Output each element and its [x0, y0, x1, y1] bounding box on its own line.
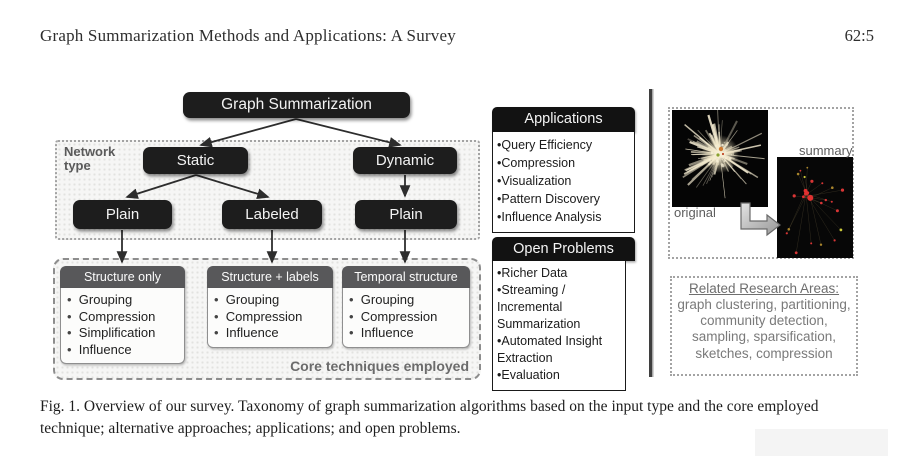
- application-item: • Pattern Discovery: [497, 190, 632, 208]
- technique-group-structure-only: [60, 266, 185, 364]
- highlight-artifact: [755, 429, 888, 456]
- technique-item: • Compression: [349, 309, 467, 326]
- technique-group-body: [207, 288, 333, 348]
- technique-item: • Influence: [214, 325, 330, 342]
- technique-item: • Grouping: [214, 292, 330, 309]
- core-techniques-label: Core techniques employed: [290, 358, 469, 374]
- running-title: Graph Summarization Methods and Applications: A Survey: [40, 26, 456, 45]
- application-item: • Influence Analysis: [497, 208, 632, 226]
- page-number: 62:5: [844, 26, 874, 45]
- figure-caption: Fig. 1. Overview of our survey. Taxonomy of graph summarization algorithms based on the input type and the core employed technique; alternative approaches; applications; and open problems.: [40, 398, 819, 437]
- open-problems-list: [492, 261, 626, 391]
- summarize-arrow-icon: [735, 202, 785, 242]
- technique-group-title: Structure + labels: [207, 266, 333, 288]
- original-graph-image: [672, 110, 768, 207]
- technique-group-body: [342, 288, 470, 348]
- related-research-title: Related Research Areas:: [688, 281, 840, 296]
- related-research-box: [670, 276, 858, 376]
- technique-item: • Influence: [67, 342, 182, 359]
- application-item: • Visualization: [497, 172, 632, 190]
- original-label: original: [674, 205, 716, 220]
- taxonomy-root-node: Graph Summarization: [183, 92, 410, 118]
- technique-group-structure-labels: [207, 266, 333, 348]
- applications-box: [492, 107, 635, 233]
- technique-item: • Compression: [214, 309, 330, 326]
- taxonomy-node-plain-static: Plain: [73, 200, 172, 229]
- network-type-label: Network type: [64, 144, 116, 173]
- open-problem-item: • Automated Insight Extraction: [497, 333, 623, 367]
- technique-group-title: Structure only: [60, 266, 185, 288]
- application-item: • Compression: [497, 154, 632, 172]
- taxonomy-node-labeled: Labeled: [222, 200, 322, 229]
- vertical-divider: [649, 89, 652, 377]
- technique-item: • Simplification: [67, 325, 182, 342]
- technique-group-body: [60, 288, 185, 364]
- technique-item: • Compression: [67, 309, 182, 326]
- applications-title: Applications: [492, 107, 635, 132]
- open-problems-box: [492, 237, 635, 391]
- open-problem-item: • Richer Data: [497, 265, 623, 282]
- open-problem-item: • Evaluation: [497, 367, 623, 384]
- application-item: • Query Efficiency: [497, 136, 632, 154]
- summary-label: summary: [799, 143, 853, 158]
- taxonomy-node-plain-dynamic: Plain: [355, 200, 457, 229]
- taxonomy-node-static: Static: [143, 147, 248, 174]
- related-research-body: graph clustering, partitioning, community detection, sampling, sparsification, sketches, compression: [677, 297, 851, 361]
- technique-group-temporal: [342, 266, 470, 348]
- taxonomy-node-dynamic: Dynamic: [353, 147, 457, 174]
- technique-item: • Grouping: [67, 292, 182, 309]
- summary-graph-image: [777, 157, 853, 258]
- technique-group-title: Temporal structure: [342, 266, 470, 288]
- open-problem-item: • Streaming / Incremental Summarization: [497, 282, 623, 333]
- technique-item: • Influence: [349, 325, 467, 342]
- technique-item: • Grouping: [349, 292, 467, 309]
- applications-list: [492, 132, 635, 233]
- open-problems-title: Open Problems: [492, 237, 635, 261]
